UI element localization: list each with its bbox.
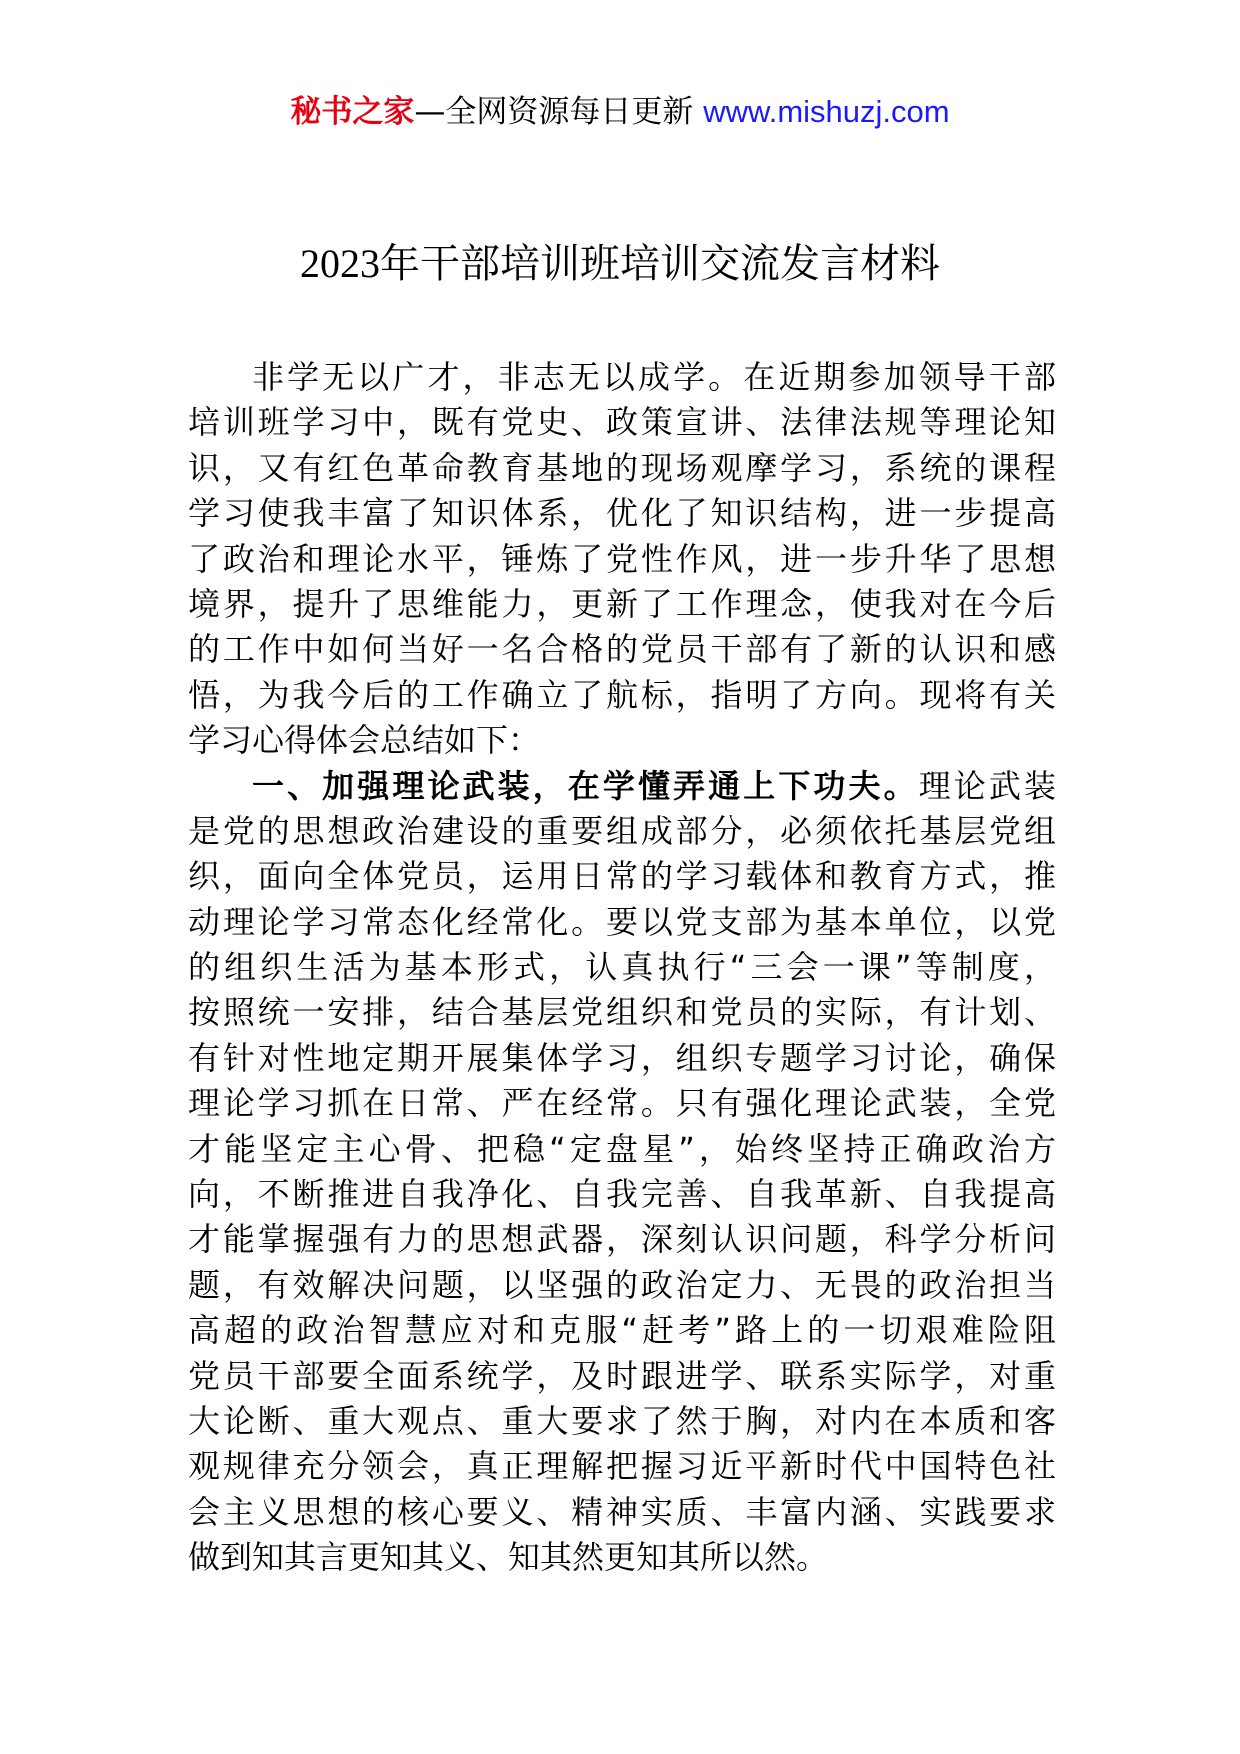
paragraph-line: 会主义思想的核心要义、精神实质、丰富内涵、实践要求 xyxy=(188,1492,1056,1531)
document-title xyxy=(0,236,1240,292)
paragraph-line: 动理论学习常态化经常化。要以党支部为基本单位，以党 xyxy=(188,902,1056,941)
paragraph-line: 的工作中如何当好一名合格的党员干部有了新的认识和感 xyxy=(188,630,1056,669)
paragraph-line: 观规律充分领会，真正理解把握习近平新时代中国特色社 xyxy=(188,1447,1056,1486)
brand-name: 秘书之家 xyxy=(290,94,415,130)
paragraph-line: 识，又有红色革命教育基地的现场观摩学习，系统的课程 xyxy=(188,448,1056,487)
title-year: 2023 xyxy=(300,241,380,286)
paragraph-line: 做到知其言更知其义、知其然更知其所以然。 xyxy=(188,1538,829,1577)
paragraph-line: 培训班学习中，既有党史、政策宣讲、法律法规等理论知 xyxy=(188,403,1056,442)
paragraph-line: 学习心得体会总结如下： xyxy=(188,721,541,760)
paragraph-line: 党员干部要全面系统学，及时跟进学、联系实际学，对重 xyxy=(188,1356,1056,1395)
paragraph-line: 向，不断推进自我净化、自我完善、自我革新、自我提高 xyxy=(188,1175,1056,1214)
paragraph-line: 才能坚定主心骨、把稳“定盘星”，始终坚持正确政治方 xyxy=(188,1129,1056,1168)
paragraph-line: 织，面向全体党员，运用日常的学习载体和教育方式，推 xyxy=(188,857,1056,896)
paragraph-line: 才能掌握强有力的思想武器，深刻认识问题，科学分析问 xyxy=(188,1220,1056,1259)
paragraph-line: 境界，提升了思维能力，更新了工作理念，使我对在今后 xyxy=(188,584,1056,623)
site-header-banner xyxy=(0,92,1240,132)
paragraph-line: 是党的思想政治建设的重要组成部分，必须依托基层党组 xyxy=(188,811,1056,850)
paragraph-line: 的组织生活为基本形式，认真执行“三会一课”等制度， xyxy=(188,948,1056,987)
header-tagline: —全网资源每日更新 xyxy=(414,94,704,130)
section-heading-line xyxy=(188,764,1056,809)
site-url-link[interactable]: www.mishuzj.com xyxy=(703,94,950,129)
paragraph-line: 有针对性地定期开展集体学习，组织专题学习讨论，确保 xyxy=(188,1038,1056,1077)
paragraph-line: 按照统一安排，结合基层党组织和党员的实际，有计划、 xyxy=(188,993,1056,1032)
paragraph-line: 题，有效解决问题，以坚强的政治定力、无畏的政治担当 xyxy=(188,1265,1056,1304)
document-body xyxy=(188,355,1056,1581)
title-text: 年干部培训班培训交流发言材料 xyxy=(380,241,940,287)
paragraph-line: 了政治和理论水平，锤炼了党性作风，进一步升华了思想 xyxy=(188,539,1056,578)
section-heading: 一、加强理论武装，在学懂弄通上下功夫。 xyxy=(252,766,919,805)
paragraph-line: 大论断、重大观点、重大要求了然于胸，对内在本质和客 xyxy=(188,1401,1056,1440)
paragraph-line: 高超的政治智慧应对和克服“赶考”路上的一切艰难险阻 xyxy=(188,1311,1056,1350)
paragraph-line: 学习使我丰富了知识体系，优化了知识结构，进一步提高 xyxy=(188,494,1056,533)
paragraph-line: 悟，为我今后的工作确立了航标，指明了方向。现将有关 xyxy=(188,675,1056,714)
paragraph-line: 理论学习抓在日常、严在经常。只有强化理论武装，全党 xyxy=(188,1084,1056,1123)
paragraph-line: 非学无以广才，非志无以成学。在近期参加领导干部 xyxy=(252,358,1056,396)
heading-line-rest: 理论武装 xyxy=(918,766,1056,805)
